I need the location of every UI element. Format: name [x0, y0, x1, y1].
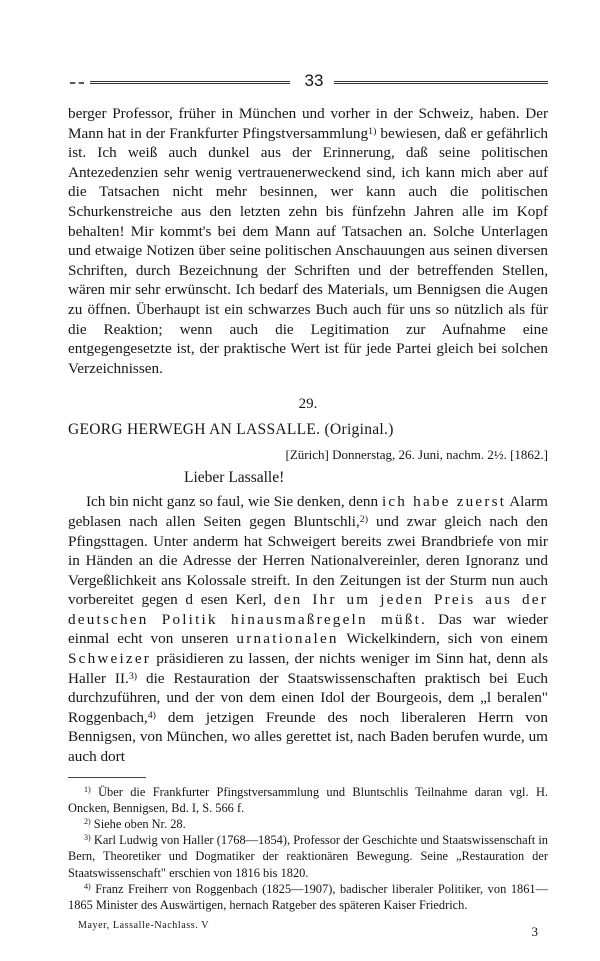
emphasis-spaced: ich habe zuerst — [381, 493, 507, 511]
emphasis-spaced: den Ihr um jeden Preis aus der deutschen Politik hinausmaßregeln müßt. — [68, 591, 549, 628]
page-header — [68, 72, 548, 94]
text-run: und zwar gleich nach den Pfingsttagen. Unter anderm hat Schweigert bereits zwei Brandbriefe von mir in Händen an die Adresse der Herren Nationalvereinler, deren Ignoranz und Vergeßlichkeit ans Kolossale streift. In den Zeitungen ist der Sturm nun auch vorbereitet gegen d esen Kerl, — [68, 512, 549, 609]
text-run: Der Mann hat in der Frankfurter Pfingstversammlung — [68, 105, 549, 142]
text-run: dem jetzigen Freunde des noch liberaleren Herrn von Bennigsen, von München, wo alles gerettet ist, nach Baden berufen wurde, um auch dort — [68, 708, 548, 766]
footnote-text: Siehe oben Nr. 28. — [90, 817, 186, 832]
footnote-ref-4[interactable]: 4) — [147, 709, 156, 721]
text-run: bewiesen, daß er gefährlich ist. Ich weiß auch dunkel aus der Erinnerung, daß seine politischen Antezedenzien sehr wenig vertrauenerweckend sind, ich kann mich aber auf die Tatsachen nicht mehr besinnen, wer kann auch die politischen Schurkenstreiche aus den letzten zehn bis fünfzehn Jahren alle im Kopf behalten! Mir kommt's bei dem Mann auf Tatsachen an. Solche Unterlagen und etwaige Notizen über seine politischen Anschauungen aus seinen diversen Schriften, durch Bezeichnung der Schriften und der betreffenden Stellen, wären mir sehr erwünscht. Ich bedarf des Materials, um Bennigsen die Augen zu öffnen. Überhaupt ist ein schwarzes Buch auch für uns so nützlich als für die Reaktion; wenn auch die Legitimation zur Aufnahme eine entgegengesetzte ist, der praktische Wert ist für jede Partei gleich bei solchen Verzeichnissen. — [68, 124, 548, 377]
footnote-ref-1[interactable]: 1) — [368, 125, 377, 137]
footnote-marker: 1) — [84, 784, 91, 794]
emphasis-spaced: Schweizer — [68, 650, 152, 668]
footnote-ref-2[interactable]: 2) — [359, 513, 369, 525]
header-rule-left — [90, 81, 290, 84]
text-run: präsidieren zu lassen, der nichts weniger im Sinn hat, denn als Haller II. — [68, 650, 548, 687]
footnote-text: Franz Freiherr von Roggenbach (1825—1907), badischer liberaler Politiker, von 1861—1865 Minister des Auswärtigen, hernach Ratgeber des späteren Kaiser Friedrich. — [68, 881, 548, 913]
footnote-text: Karl Ludwig von Haller (1768—1854), Professor der Geschichte und Staatswissenschaft in Bern, Theoretiker und Dogmatiker der reaktionären Bewegung. Seine „Restauration der Staatswissenschaft" erschien von 1816 bis 1820. — [68, 833, 548, 880]
printer-signature: Mayer, Lassalle-Nachlass. V — [78, 920, 210, 932]
footnote-2 — [68, 816, 548, 832]
paragraph-continued — [68, 104, 548, 378]
footnotes — [68, 784, 548, 914]
text-run: Das war wieder einmal echt von unseren — [68, 610, 548, 648]
text-line: berger Professor, früher in München und vorher in der Schweiz, haben. — [68, 105, 520, 122]
letter-number: 29. — [298, 396, 318, 413]
text-run: Alarm geblasen nach allen Seiten gegen Bluntschli, — [68, 493, 548, 530]
emphasis-spaced: urnationalen — [236, 630, 339, 648]
signature-number: 3 — [531, 924, 538, 940]
text-run: die Restauration der Staatswissenschaften praktisch bei Euch durchzuführen, und der von dem einen Idol der Bourgeois, dem „l beralen" Roggenbach, — [68, 669, 549, 726]
footnote-ref-3[interactable]: 3) — [128, 670, 138, 682]
page-number: 33 — [304, 71, 324, 90]
footnote-4 — [68, 881, 548, 913]
footnote-marker: 2) — [84, 817, 91, 827]
header-rule-right — [334, 81, 548, 84]
letter-body — [68, 492, 548, 766]
footnote-marker: 4) — [84, 881, 91, 891]
footnote-marker: 3) — [84, 833, 91, 843]
footnote-separator — [68, 777, 146, 778]
page-footer — [68, 919, 548, 941]
header-dash-ornament — [70, 82, 84, 84]
letter-salutation: Lieber Lassalle! — [184, 469, 285, 487]
footnote-1 — [68, 784, 548, 816]
footnote-text: Über die Frankfurter Pfingstversammlung und Bluntschlis Teilnahme daran vgl. H. Oncken, Bennigsen, Bd. I, S. 566 f. — [68, 784, 548, 815]
letter-dateline: [Zürich] Donnerstag, 26. Juni, nachm. 2½. [1862.] — [285, 447, 548, 463]
letter-title: GEORG HERWEGH AN LASSALLE. (Original.) — [68, 421, 394, 439]
text-run: Wickelkindern, sich von einem — [338, 630, 548, 648]
text-run: Ich bin nicht ganz so faul, wie Sie denken, denn — [86, 493, 382, 511]
footnote-3 — [68, 832, 548, 881]
